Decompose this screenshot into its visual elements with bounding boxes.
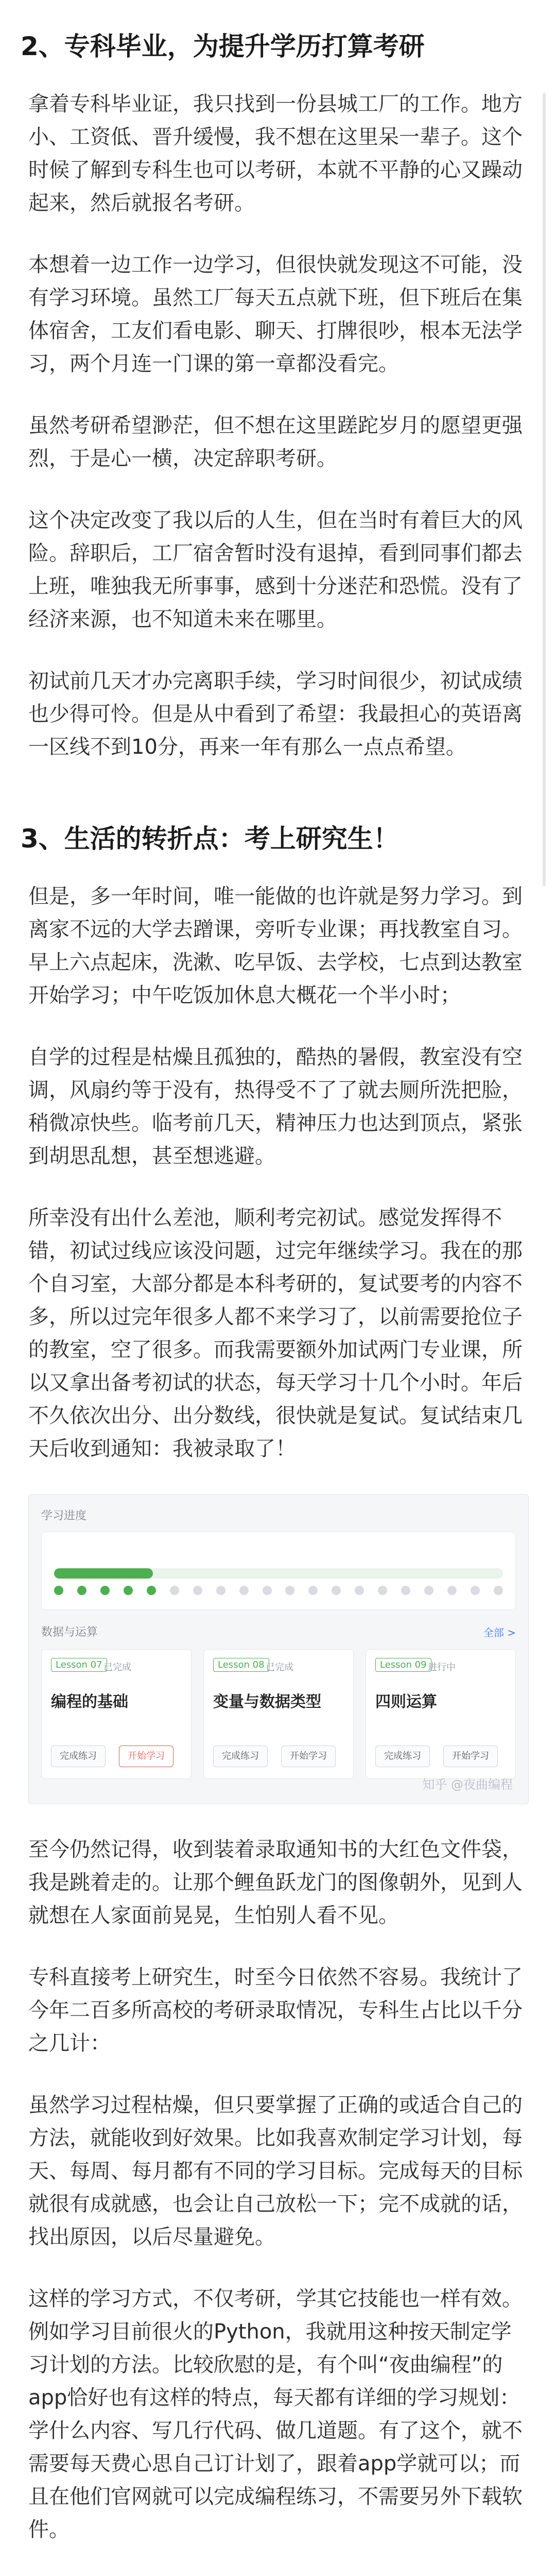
watermark: 知乎 @夜曲编程 — [422, 1777, 513, 1792]
day-dot — [494, 1586, 503, 1595]
lessons-label: 数据与运算 — [41, 1626, 98, 1639]
day-dot — [193, 1586, 202, 1595]
day-dot — [355, 1586, 364, 1595]
s2-paragraph-1: 拿着专科毕业证，我只找到一份县城工厂的工作。地方小、工资低、晋升缓慢，我不想在这里呆一辈子。这个时候了解到专科生也可以考研，本就不平静的心又躁动起来，然后就报名考研。 — [28, 92, 523, 215]
day-dot — [424, 1586, 433, 1595]
day-dot — [216, 1586, 225, 1595]
s3-paragraph-6: 虽然学习过程枯燥，但只要掌握了正确的或适合自己的方法，就能收到好效果。比如我喜欢制定学习计划，每天、每周、每月都有不同的学习目标。完成每天的目标就很有成就感，也会让自己放松一下；完不成就的话，找出原因，以后尽量避免。 — [28, 2093, 523, 2249]
lesson-title: 四则运算 — [375, 1693, 437, 1711]
lesson-number: Lesson 07 — [51, 1658, 107, 1672]
day-dot — [308, 1586, 318, 1595]
start-learning-button[interactable]: 开始学习 — [281, 1745, 336, 1767]
lesson-card[interactable] — [366, 1649, 516, 1779]
day-dot — [239, 1586, 249, 1595]
lesson-card[interactable] — [41, 1649, 192, 1779]
view-all-link[interactable]: 全部 > — [483, 1626, 516, 1639]
practice-button[interactable]: 完成练习 — [51, 1745, 106, 1767]
s3-paragraph-1: 但是，多一年时间，唯一能做的也许就是努力学习。到离家不远的大学去蹭课，旁听专业课；再找教室自习。早上六点起床，洗漱、吃早饭、去学校，七点到达教室开始学习；中午吃饭加休息大概花一个半小时； — [28, 885, 523, 1007]
start-learning-button[interactable]: 开始学习 — [119, 1745, 173, 1767]
day-dots — [54, 1586, 503, 1596]
day-dot — [124, 1586, 133, 1595]
day-dot — [401, 1586, 410, 1595]
app-screenshot — [28, 1494, 529, 1804]
day-dot — [170, 1586, 179, 1595]
lesson-status: 已完成 — [266, 1662, 293, 1673]
day-dot — [471, 1586, 480, 1595]
scroll-track — [543, 93, 546, 886]
day-dot — [447, 1586, 457, 1595]
progress-bar — [54, 1568, 503, 1579]
section-2-heading: 2、专科毕业，为提升学历打算考研 — [21, 31, 425, 61]
s2-paragraph-5: 初试前几天才办完离职手续，学习时间很少，初试成绩也少得可怜。但是从中看到了希望：我最担心的英语离一区线不到10分，再来一年有那么一点点希望。 — [28, 669, 523, 759]
s3-paragraph-4: 至今仍然记得，收到装着录取通知书的大红色文件袋，我是跳着走的。让那个鲤鱼跃龙门的图像朝外，见到人就想在人家面前晃晃，生怕别人看不见。 — [28, 1838, 523, 1927]
s2-paragraph-2: 本想着一边工作一边学习，但很快就发现这不可能，没有学习环境。虽然工厂每天五点就下班，但下班后在集体宿舍，工友们看电影、聊天、打牌很吵，根本无法学习，两个月连一门课的第一章都没看完。 — [28, 253, 523, 376]
progress-fill — [54, 1568, 153, 1579]
progress-label: 学习进度 — [41, 1510, 87, 1522]
lesson-number: Lesson 09 — [375, 1658, 431, 1672]
progress-card — [41, 1532, 516, 1610]
lesson-number: Lesson 08 — [213, 1658, 269, 1672]
day-dot — [378, 1586, 387, 1595]
practice-button[interactable]: 完成练习 — [213, 1745, 268, 1767]
day-dot — [332, 1586, 341, 1595]
day-dot — [100, 1586, 110, 1595]
s3-paragraph-5: 专科直接考上研究生，时至今日依然不容易。我统计了今年二百多所高校的考研录取情况，专科生占比以千分之几计： — [28, 1965, 523, 2055]
day-dot — [263, 1586, 272, 1595]
lesson-title: 变量与数据类型 — [213, 1693, 321, 1711]
s3-paragraph-7: 这样的学习方式，不仅考研，学其它技能也一样有效。例如学习目前很火的Python，我就用这种按天制定学习计划的方法。比较欣慰的是，有个叫“夜曲编程”的app恰好也有这样的特点，每天都有详细的学习规划：学什么内容、写几行代码、做几道题。有了这个，就不需要每天费心思自己订计划了，跟着app学就可以；而且在他们官网就可以完成编程练习，不需要另外下载软件。 — [28, 2287, 523, 2541]
lesson-status: 进行中 — [428, 1662, 456, 1673]
day-dot — [285, 1586, 294, 1595]
lesson-title: 编程的基础 — [51, 1693, 128, 1711]
s3-paragraph-2: 自学的过程是枯燥且孤独的，酷热的暑假，教室没有空调，风扇约等于没有，热得受不了了就去厕所洗把脸，稍微凉快些。临考前几天，精神压力也达到顶点，紧张到胡思乱想，甚至想逃避。 — [28, 1045, 523, 1168]
section-3-heading: 3、生活的转折点：考上研究生！ — [21, 824, 399, 854]
day-dot — [77, 1586, 86, 1595]
s2-paragraph-4: 这个决定改变了我以后的人生，但在当时有着巨大的风险。辞职后，工厂宿舍暂时没有退掉，看到同事们都去上班，唯独我无所事事，感到十分迷茫和恐慌。没有了经济来源，也不知道未来在哪里。 — [28, 509, 523, 631]
lesson-status: 已完成 — [103, 1662, 131, 1673]
day-dot — [147, 1586, 156, 1595]
s3-paragraph-3: 所幸没有出什么差池，顺利考完初试。感觉发挥得不错，初试过线应该没问题，过完年继续学习。我在的那个自习室，大部分都是本科考研的，复试要考的内容不多，所以过完年很多人都不来学习了，以前需要抢位子的教室，空了很多。而我需要额外加试两门专业课，所以又拿出备考初试的状态，每天学习十几个小时。年后不久依次出分、出分数线，很快就是复试。复试结束几天后收到通知：我被录取了！ — [28, 1206, 523, 1461]
s2-paragraph-3: 虽然考研希望渺茫，但不想在这里蹉跎岁月的愿望更强烈，于是心一横，决定辞职考研。 — [28, 414, 523, 470]
lesson-card[interactable] — [203, 1649, 354, 1779]
start-learning-button[interactable]: 开始学习 — [443, 1745, 498, 1767]
practice-button[interactable]: 完成练习 — [375, 1745, 430, 1767]
day-dot — [54, 1586, 63, 1595]
